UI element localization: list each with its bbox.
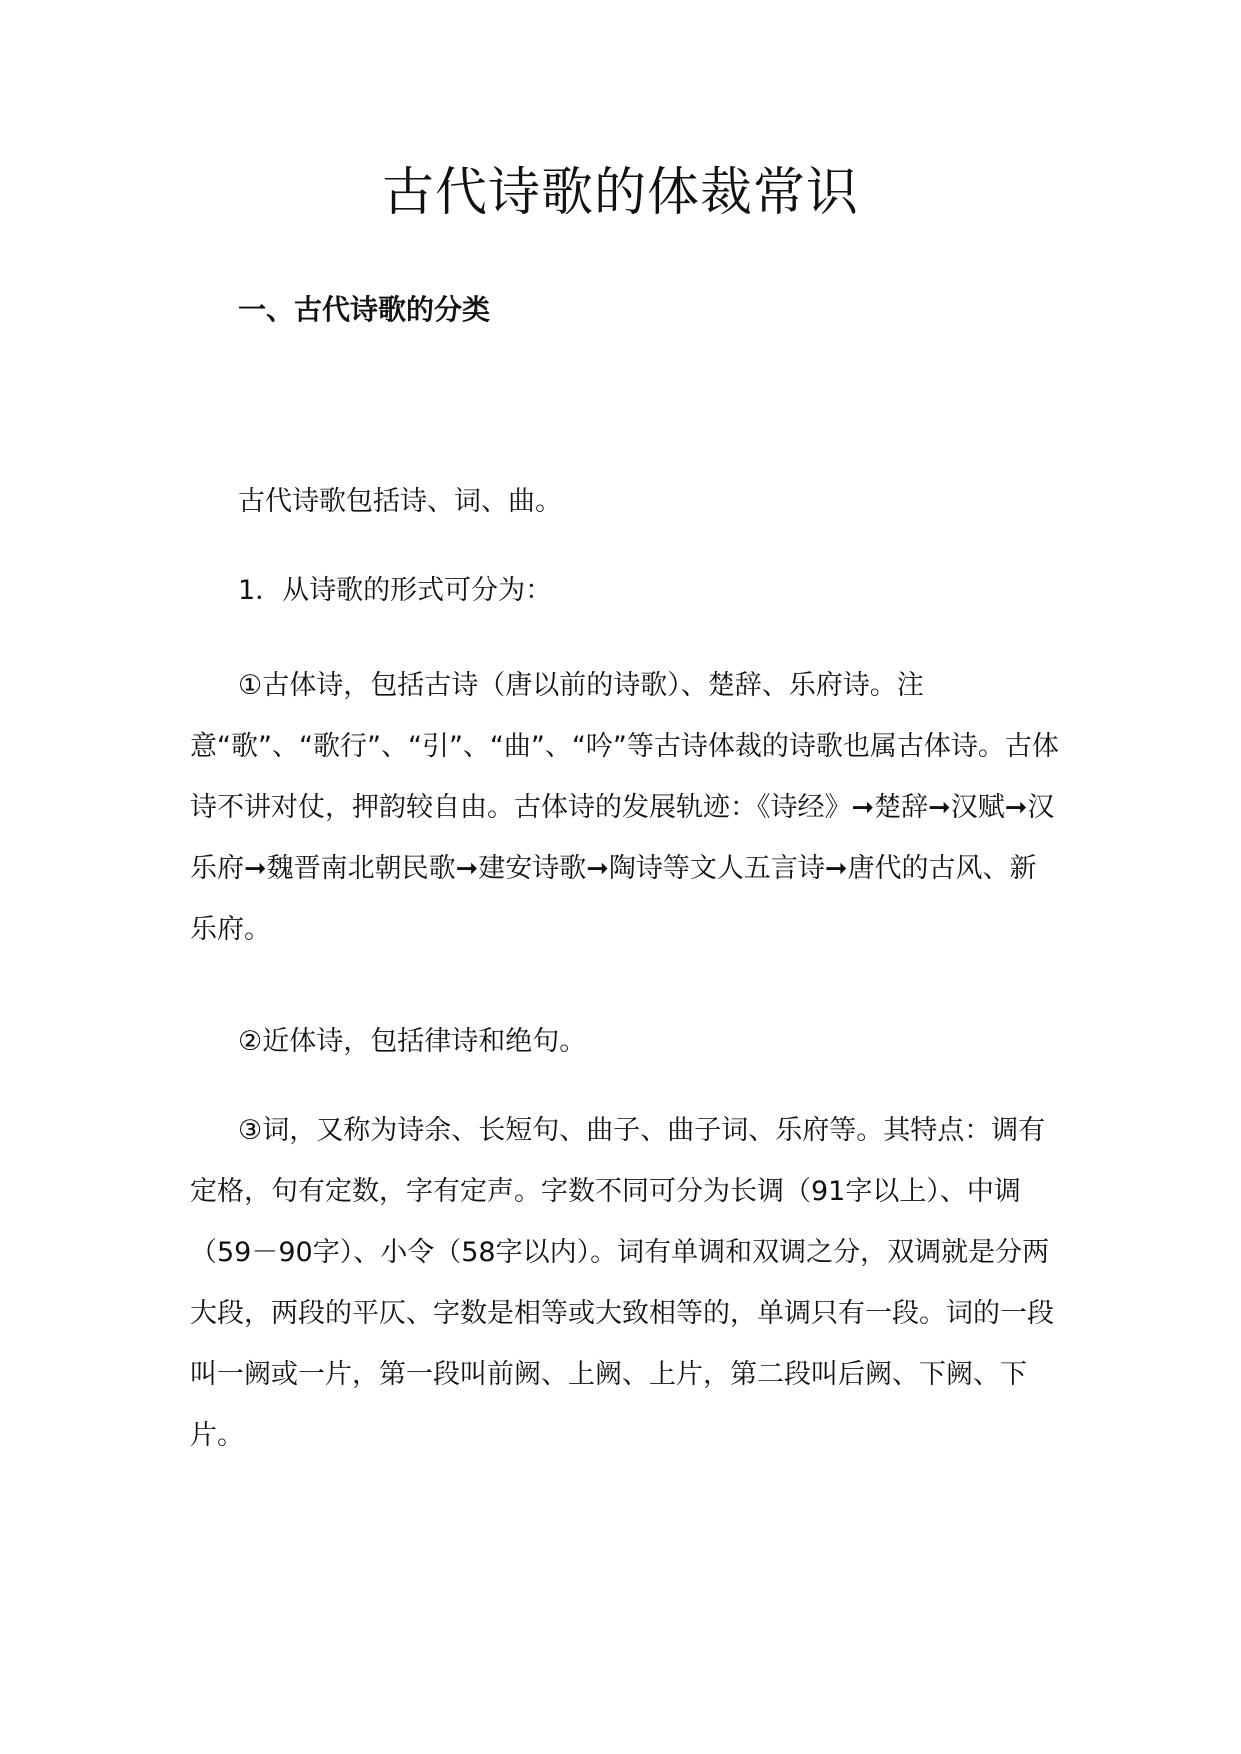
modern-style-poetry-paragraph: ②近体诗，包括律诗和绝句。: [238, 1026, 587, 1057]
ci-poetry-paragraph: ③词，又称为诗余、长短句、曲子、曲子词、乐府等。其特点：调有定格，句有定数，字有定声。字数不同可分为长调（91字以上）、中调（59－90字）、小令（58字以内）。词有单调和双调之分，双调就是分两大段，两段的平仄、字数是相等或大致相等的，单调只有一段。词的一段叫一阙或一片，第一段叫前阙、上阙、上片，第二段叫后阙、下阙、下片。: [190, 1115, 1054, 1451]
section-heading: 一、古代诗歌的分类: [238, 293, 491, 326]
document-title: 古代诗歌的体裁常识: [381, 163, 859, 223]
intro-paragraph: 古代诗歌包括诗、词、曲。: [238, 486, 562, 517]
form-classification-heading: 1．从诗歌的形式可分为：: [238, 575, 553, 606]
ancient-style-poetry-paragraph: ①古体诗，包括古诗（唐以前的诗歌）、楚辞、乐府诗。注意“歌”、“歌行”、“引”、“曲”、“吟”等古诗体裁的诗歌也属古体诗。古体诗不讲对仗，押韵较自由。古体诗的发展轨迹：《诗经》➞楚辞➞汉赋➞汉乐府➞魏晋南北朝民歌➞建安诗歌➞陶诗等文人五言诗➞唐代的古风、新乐府。: [190, 670, 1059, 945]
